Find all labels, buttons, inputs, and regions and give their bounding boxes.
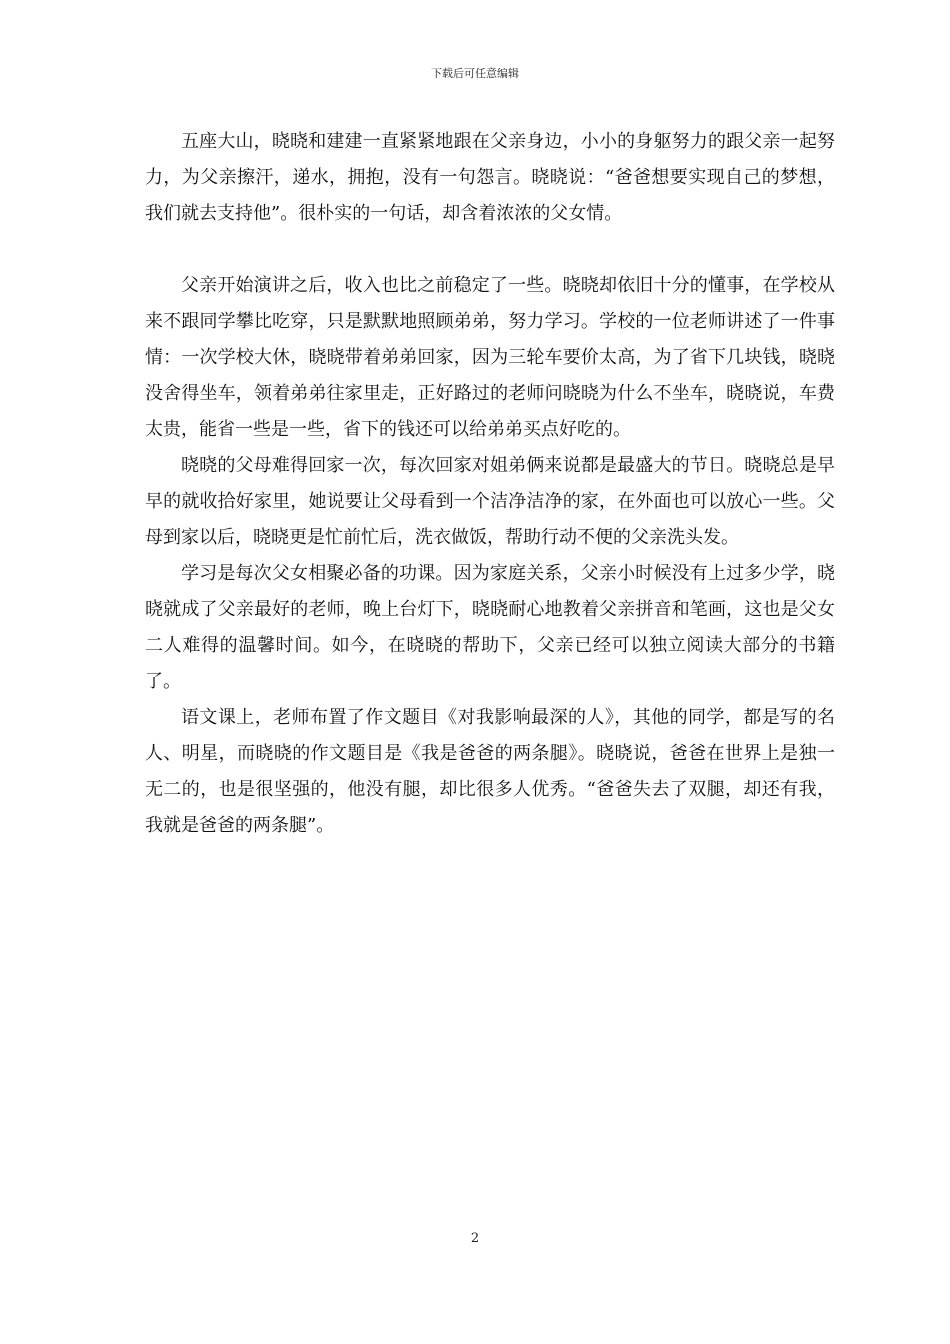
page-header: 下载后可任意编辑 <box>431 67 519 80</box>
paragraph: 五座大山，晓晓和建建一直紧紧地跟在父亲身边，小小的身躯努力的跟父亲一起努力，为父亲擦汗，递水，拥抱，没有一句怨言。晓晓说：“爸爸想要实现自己的梦想，我们就去支持他”。很朴实的一句话，却含着浓浓的父女情。 <box>145 131 835 224</box>
paragraph: 父亲开始演讲之后，收入也比之前稳定了一些。晓晓却依旧十分的懂事，在学校从来不跟同学攀比吃穿，只是默默地照顾弟弟，努力学习。学校的一位老师讲述了一件事情：一次学校大休，晓晓带着弟弟回家，因为三轮车要价太高，为了省下几块钱，晓晓没舍得坐车，领着弟弟往家里走，正好路过的老师问晓晓为什么不坐车，晓晓说，车费太贵，能省一些是一些，省下的钱还可以给弟弟买点好吃的。 <box>145 275 835 440</box>
document-body <box>145 124 835 844</box>
paragraph-spacer <box>145 232 835 268</box>
paragraph: 语文课上，老师布置了作文题目《对我影响最深的人》，其他的同学，都是写的名人、明星，而晓晓的作文题目是《我是爸爸的两条腿》。晓晓说，爸爸在世界上是独一无二的，也是很坚强的，他没有腿，却比很多人优秀。“爸爸失去了双腿，却还有我，我就是爸爸的两条腿”。 <box>145 707 835 836</box>
paragraph: 学习是每次父女相聚必备的功课。因为家庭关系，父亲小时候没有上过多少学，晓晓就成了父亲最好的老师，晚上台灯下，晓晓耐心地教着父亲拼音和笔画，这也是父女二人难得的温馨时间。如今，在晓晓的帮助下，父亲已经可以独立阅读大部分的书籍了。 <box>145 563 835 692</box>
page-number: 2 <box>470 1231 480 1246</box>
paragraph: 晓晓的父母难得回家一次，每次回家对姐弟俩来说都是最盛大的节日。晓晓总是早早的就收拾好家里，她说要让父母看到一个洁净洁净的家，在外面也可以放心一些。父母到家以后，晓晓更是忙前忙后，洗衣做饭，帮助行动不便的父亲洗头发。 <box>145 455 835 548</box>
